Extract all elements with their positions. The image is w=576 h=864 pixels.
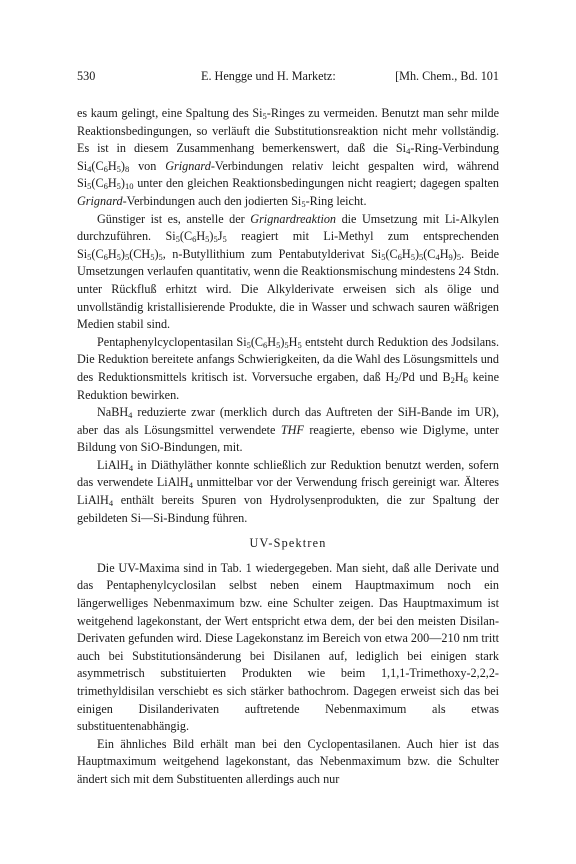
page-number: 530 xyxy=(77,69,96,83)
paragraph-6: Die UV-Maxima sind in Tab. 1 wiedergegeben. Man sieht, daß alle Derivate und das Pentaphenylcyclosilan selbst neben einem Hauptmaximum noch ein längerwelliges Nebenmaximum bzw. eine Schulter zeigen. Das Hauptmaximum ist weitgehend lagekonstant, der Wert entspricht etwa dem, der bei den meisten Disilan-Derivaten gefunden wird. Diese Lagekonstanz im Bereich von etwa 200—210 nm tritt auch bei Substitutionsänderung bei Disilanen auf, lediglich bei einigen stark asymmetrisch substituierten Produkten wie beim 1,1,1-Trimethoxy-2,2,2-trimethyldisilan verschiebt es sich stärker bathochrom. Dagegen erweist sich das bei einigen Disilanderivaten auftretende Nebenmaximum als etwas substituentenabhängig. xyxy=(77,560,499,734)
header-authors: E. Hengge und H. Marketz: xyxy=(201,69,336,83)
paragraph-1: es kaum gelingt, eine Spaltung des $Si_5$-Ringes zu vermeiden. Benutzt man sehr milde Reaktionsbedingungen, so verläuft die Substitutionsreaktion nicht mehr vollständig. Es ist in diesem Zusammenhang bemerkenswert, daß die $Si_4-Ring$-Verbindung $Si_4(C_6H_5)_8$ von Grignard-Verbindungen relativ leicht gespalten wird, während $Si_5(C_6H_5)_{10}$ unter den gleichen Reaktionsbedingungen nicht reagiert; dagegen spalten Grignard-Verbindungen auch den jodierten $Si_5$-Ring leicht. xyxy=(77,106,500,209)
header-journal: [Mh. Chem., Bd. 101 xyxy=(395,69,499,83)
paragraph-4: NaBH$_4$ reduzierte zwar (merklich durch das Auftreten der SiH-Bande im UR), aber das als Lösungsmittel verwendete THF reagierte, ebenso wie Diglyme, unter Bildung von SiO-Bindungen, mit. xyxy=(77,405,499,455)
paragraph-7: Ein ähnliches Bild erhält man bei den Cyclopentasilanen. Auch hier ist das Hauptmaximum weitgehend lagekonstant, das Nebenmaximum bzw. die Schulter ändert sich mit dem Substituenten allerdings auch nur xyxy=(77,736,499,786)
paragraph-3: Pentaphenylcyclopentasilan $Si_5(C_6H_5)_5H_5$ entsteht durch Reduktion des Jodsilans. Die Reduktion bereitete anfangs Schwierigkeiten, da die Wahl des Lösungsmittels und des Reduktionsmittels kritisch ist. Vorversuche ergaben, daß $H_2/Pd$ und $B_2H_6$ keine Reduktion bewirken. xyxy=(77,334,500,402)
section-heading: UV-Spektren xyxy=(249,536,327,551)
paragraph-5: LiAlH$_4$ in Diäthyläther konnte schließlich zur Reduktion benutzt werden, sofern das verwendete LiAlH$_4$ unmittelbar vor der Verwendung frisch gereinigt war. Älteres LiAlH$_4$ enthält bereits Spuren von Hydrolysenprodukten, die zur Spaltung der gebildeten Si—Si-Bindung führen. xyxy=(77,457,499,525)
paragraph-2: Günstiger ist es, anstelle der Grignardreaktion die Umsetzung mit Li-Alkylen durchzuführen. $Si_5(C_6H_5)_5J_5$ reagiert mit Li-Methyl zum entsprechenden $Si_5(C_6H_5)_5(CH_5)_5$, n-Butyllithium zum Pentabutylderivat $Si_5(C_6H_5)_5(C_4H_9)_5$. Beide Umsetzungen verlaufen quantitativ, wenn die Reaktionsmischung mindestens 24 Stdn. unter Rückfluß erhitzt wird. Die Alkylderivate erweisen sich als ölige und unvollständig kristallisierende Produkte, die in Wasser und schwach sauren wäßrigen Medien stabil sind. xyxy=(77,211,499,332)
body-text xyxy=(77,105,499,789)
running-header xyxy=(77,68,499,84)
